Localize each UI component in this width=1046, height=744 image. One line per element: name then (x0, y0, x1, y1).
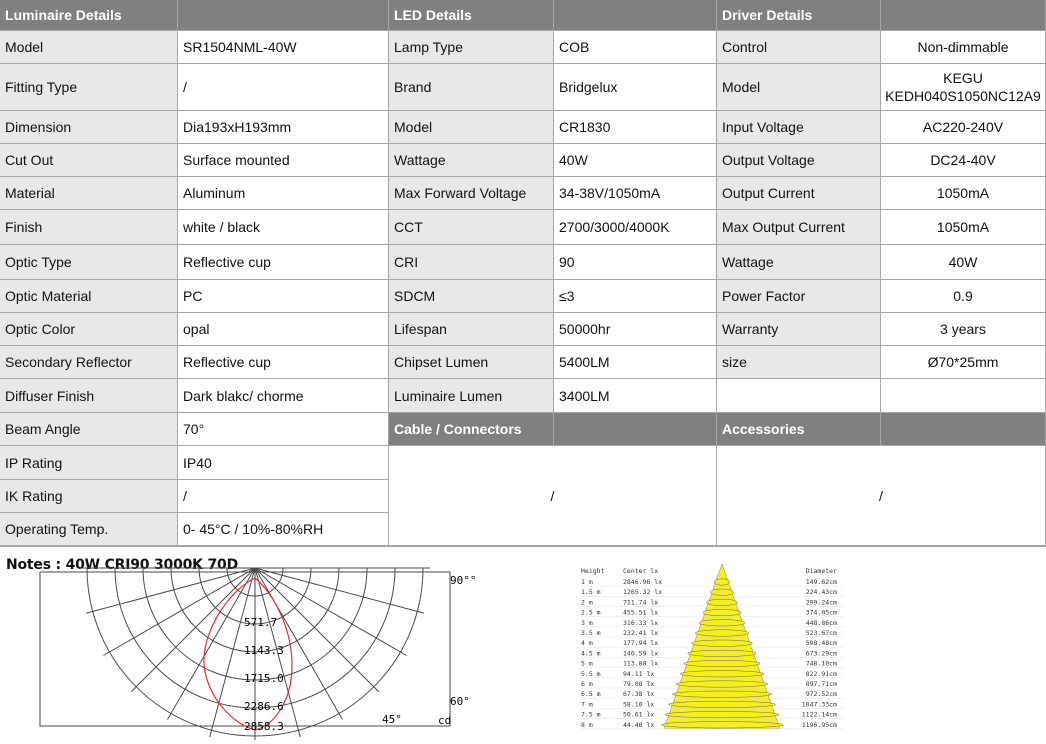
beam-center-lx: 455.51 lx (623, 608, 659, 617)
luminaire-label: Secondary Reflector (0, 346, 178, 379)
luminaire-label: IP Rating (0, 446, 178, 480)
beam-center-lx: 94.11 lx (623, 669, 655, 678)
driver-value-line2: KEDH040S1050NC12A9 (885, 88, 1041, 104)
luminaire-label: Cut Out (0, 144, 178, 177)
luminaire-value: / (178, 64, 389, 111)
accessories-header-blank (881, 413, 1046, 446)
led-value: Bridgelux (554, 64, 717, 111)
driver-value: 0.9 (881, 280, 1046, 313)
led-value: 40W (554, 144, 717, 177)
led-label: CRI (389, 245, 554, 280)
led-label: Wattage (389, 144, 554, 177)
beam-ellipse (699, 620, 745, 626)
beam-height: 1.5 m (581, 588, 601, 597)
beam-ellipse (703, 609, 741, 615)
luminaire-value: SR1504NML-40W (178, 31, 389, 64)
beam-center-lx: 50.61 lx (623, 710, 655, 719)
led-label: Lamp Type (389, 31, 554, 64)
driver-label: Output Current (717, 177, 881, 210)
luminaire-value: 70° (178, 413, 389, 446)
luminaire-value: opal (178, 313, 389, 346)
beam-center-lx: 67.38 lx (623, 690, 655, 699)
beam-height: 3 m (581, 618, 593, 627)
led-value: 34-38V/1050mA (554, 177, 717, 210)
led-label: Brand (389, 64, 554, 111)
led-value: 90 (554, 245, 717, 280)
ring-label: 2286.6 (244, 700, 284, 713)
led-value: 5400LM (554, 346, 717, 379)
driver-empty-label (717, 379, 881, 413)
beam-center-lx: 44.48 lx (623, 720, 655, 729)
beam-diameter: 897.71cm (805, 680, 837, 688)
beam-diameter: 224.43cm (805, 588, 837, 597)
beam-height: 4.5 m (581, 649, 601, 658)
polar-spoke (255, 568, 407, 656)
beam-height: 8 m (581, 720, 593, 729)
led-value: 50000hr (554, 313, 717, 346)
driver-value: Ø70*25mm (881, 346, 1046, 379)
driver-value: 1050mA (881, 210, 1046, 245)
led-value: 2700/3000/4000K (554, 210, 717, 245)
beam-height: 4 m (581, 639, 593, 648)
luminaire-label: IK Rating (0, 480, 178, 513)
driver-label: size (717, 346, 881, 379)
luminaire-label: Dimension (0, 111, 178, 144)
led-label: Luminaire Lumen (389, 379, 554, 413)
beam-center-lx: 58.10 lx (623, 700, 655, 709)
beam-ellipse (714, 579, 730, 585)
beam-diameter: 448.86cm (805, 618, 837, 627)
driver-label: Warranty (717, 313, 881, 346)
driver-value: 1050mA (881, 177, 1046, 210)
driver-value (881, 64, 1046, 111)
beam-header-diameter: Diameter (805, 567, 837, 575)
beam-height: 6 m (581, 680, 593, 688)
led-label: Lifespan (389, 313, 554, 346)
beam-ellipse (680, 671, 764, 677)
beam-header-center-lx: Center lx (623, 567, 659, 575)
beam-center-lx: 79.08 lx (623, 680, 655, 688)
angle-label-90: 90°° (450, 574, 477, 587)
beam-ellipse (707, 599, 738, 605)
led-value: ≤3 (554, 280, 717, 313)
cable-header: Cable / Connectors (389, 413, 554, 446)
beam-height: 2.5 m (581, 608, 601, 617)
luminaire-label: Beam Angle (0, 413, 178, 446)
luminaire-label: Material (0, 177, 178, 210)
led-label: Max Forward Voltage (389, 177, 554, 210)
polar-spoke (131, 568, 255, 692)
beam-ellipse (661, 722, 783, 728)
beam-ellipse (688, 650, 757, 656)
luminaire-value: Dia193xH193mm (178, 111, 389, 144)
luminaire-value: white / black (178, 210, 389, 245)
luminaire-value: Surface mounted (178, 144, 389, 177)
beam-center-lx: 2846.96 lx (623, 578, 663, 586)
driver-value-line1: KEGU (943, 70, 983, 86)
beam-center-lx: 232.41 lx (623, 629, 659, 637)
led-value: COB (554, 31, 717, 64)
beam-ellipse (676, 681, 768, 687)
beam-height: 1 m (581, 578, 593, 586)
luminaire-value: Reflective cup (178, 245, 389, 280)
beam-center-lx: 113.88 lx (623, 659, 659, 668)
beam-diameter: 748.10cm (805, 659, 837, 668)
polar-spoke (86, 568, 255, 613)
beam-height: 6.5 m (581, 690, 601, 699)
cable-value: / (389, 446, 717, 546)
ring-label: 571.7 (244, 616, 278, 629)
beam-ellipse (665, 711, 779, 717)
led-header: LED Details (389, 0, 554, 31)
led-label: CCT (389, 210, 554, 245)
ring-label: 1143.3 (244, 644, 284, 657)
beam-ellipse (684, 660, 760, 666)
led-value: CR1830 (554, 111, 717, 144)
beam-diameter: 822.91cm (805, 669, 837, 678)
beam-center-lx: 1265.32 lx (623, 588, 663, 597)
beam-center-lx: 316.33 lx (623, 618, 659, 627)
polar-spoke (103, 568, 255, 656)
driver-value: 3 years (881, 313, 1046, 346)
beam-diameter: 972.52cm (805, 690, 837, 699)
driver-empty-value (881, 379, 1046, 413)
driver-label: Power Factor (717, 280, 881, 313)
luminaire-header: Luminaire Details (0, 0, 178, 31)
driver-label: Input Voltage (717, 111, 881, 144)
beam-height: 3.5 m (581, 629, 601, 637)
polar-spoke (255, 568, 424, 613)
beam-diameter: 1196.95cm (801, 720, 837, 729)
driver-value: Non-dimmable (881, 31, 1046, 64)
luminaire-label: Diffuser Finish (0, 379, 178, 413)
driver-value: DC24-40V (881, 144, 1046, 177)
beam-height: 7 m (581, 700, 593, 709)
led-label: Chipset Lumen (389, 346, 554, 379)
angle-label-45: 45° (382, 713, 402, 726)
beam-ellipse (691, 640, 752, 646)
led-value: 3400LM (554, 379, 717, 413)
beam-diameter: 673.29cm (805, 649, 837, 658)
notes-text: Notes : 40W CRI90 3000K 70D (6, 557, 239, 573)
luminaire-label: Fitting Type (0, 64, 178, 111)
beam-diameter: 598.48cm (805, 639, 837, 648)
driver-label: Control (717, 31, 881, 64)
beam-diameter: 523.67cm (805, 629, 837, 637)
luminaire-label: Model (0, 31, 178, 64)
beam-diameter: 149.62cm (805, 578, 837, 586)
ring-label: 2858.3 (244, 720, 284, 733)
driver-value: AC220-240V (881, 111, 1046, 144)
ring-label: 1715.0 (244, 672, 284, 685)
beam-illuminance-diagram (575, 562, 860, 734)
beam-diameter: 1122.14cm (801, 710, 837, 719)
luminaire-value: / (178, 480, 389, 513)
luminaire-value: IP40 (178, 446, 389, 480)
beam-ellipse (672, 691, 771, 697)
beam-diameter: 1047.33cm (801, 700, 837, 709)
unit-label: cd (438, 714, 452, 727)
polar-spoke (168, 568, 256, 720)
driver-label: Wattage (717, 245, 881, 280)
led-header-blank (554, 0, 717, 31)
beam-center-lx: 177.94 lx (623, 639, 659, 648)
beam-ellipse (710, 589, 733, 595)
led-label: SDCM (389, 280, 554, 313)
driver-header-blank (881, 0, 1046, 31)
polar-diagram (30, 560, 490, 740)
luminaire-value: Reflective cup (178, 346, 389, 379)
driver-label: Output Voltage (717, 144, 881, 177)
luminaire-label: Operating Temp. (0, 513, 178, 546)
cable-header-blank (554, 413, 717, 446)
accessories-value: / (717, 446, 1046, 546)
beam-diameter: 299.24cm (805, 598, 837, 607)
luminaire-value: Aluminum (178, 177, 389, 210)
driver-label: Max Output Current (717, 210, 881, 245)
beam-height: 5.5 m (581, 669, 601, 678)
luminaire-value: PC (178, 280, 389, 313)
driver-value: 40W (881, 245, 1046, 280)
luminaire-value: Dark blakc/ chorme (178, 379, 389, 413)
beam-ellipse (695, 630, 749, 636)
luminaire-label: Finish (0, 210, 178, 245)
driver-label: Model (717, 64, 881, 111)
luminaire-label: Optic Type (0, 245, 178, 280)
beam-center-lx: 711.74 lx (623, 598, 659, 607)
accessories-header: Accessories (717, 413, 881, 446)
driver-header: Driver Details (717, 0, 881, 31)
beam-height: 7.5 m (581, 710, 601, 719)
led-label: Model (389, 111, 554, 144)
beam-diameter: 374.05cm (805, 608, 837, 617)
luminaire-value: 0- 45°C / 10%-80%RH (178, 513, 389, 546)
beam-ellipse (669, 701, 776, 707)
luminaire-label: Optic Material (0, 280, 178, 313)
beam-center-lx: 140.59 lx (623, 649, 659, 658)
beam-header-height: Height (581, 567, 605, 575)
luminaire-header-blank (178, 0, 389, 31)
beam-height: 5 m (581, 659, 593, 668)
beam-height: 2 m (581, 598, 593, 607)
angle-label-60: 60° (450, 695, 470, 708)
luminaire-label: Optic Color (0, 313, 178, 346)
